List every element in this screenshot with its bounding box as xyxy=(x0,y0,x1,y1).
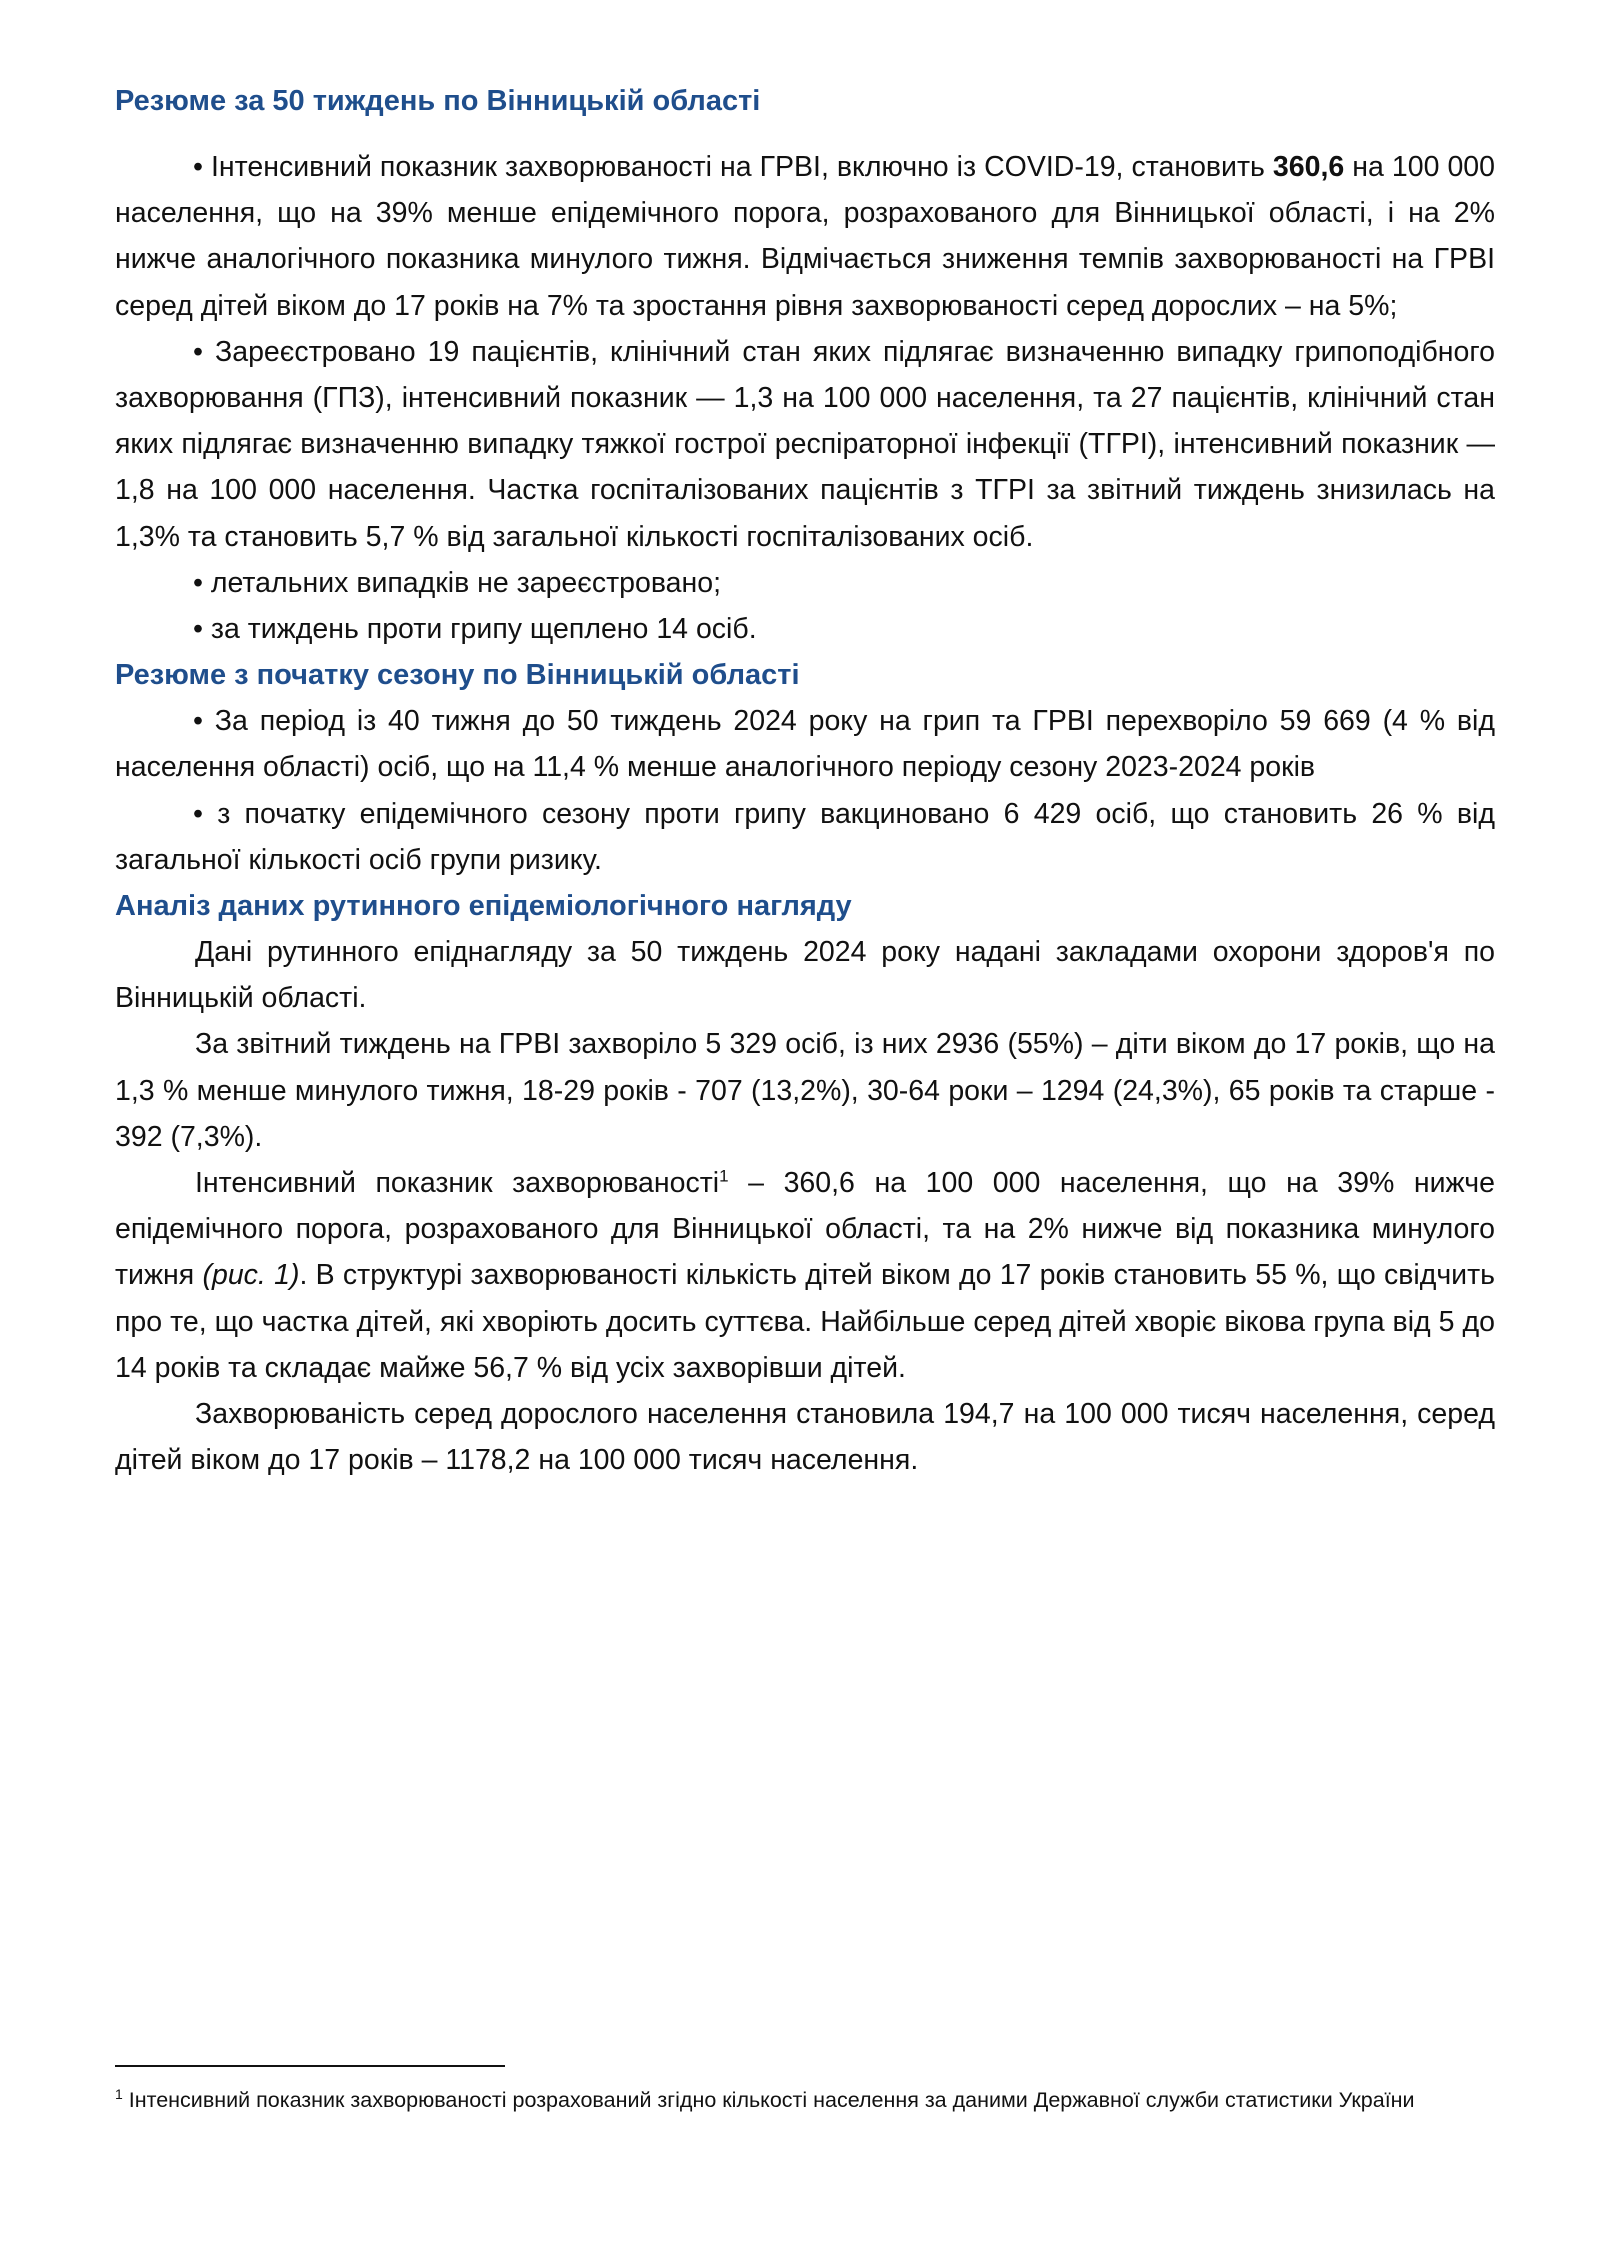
paragraph-weekly-cases: За звітний тиждень на ГРВІ захворіло 5 329 осіб, із них 2936 (55%) – діти віком до 17 років, що на 1,3 % менше минулого тижня, 18-29 років - 707 (13,2%), 30-64 роки – 1294 (24,3%), 65 років та старше - 392 (7,3%). xyxy=(115,1028,1495,1153)
footnote-separator xyxy=(115,2065,505,2067)
bullet-text: на 100 000 населення, що на 39% менше епідемічного порога, розрахованого для Вінницької області, і на 2% нижче аналогічного показника минулого тижня. Відмічається зниження темпів захворюваності на ГРВІ серед дітей віком до 17 років на 7% та зростання рівня захворюваності серед дорослих – на 5%; xyxy=(115,151,1495,322)
paragraph-data-source: Дані рутинного епіднагляду за 50 тиждень 2024 року надані закладами охорони здоров'я по Вінницькій області. xyxy=(115,936,1495,1015)
heading-season-summary: Резюме з початку сезону по Вінницькій області xyxy=(115,659,800,692)
figure-reference: (рис. 1) xyxy=(202,1259,300,1292)
document-page xyxy=(115,78,1495,1483)
heading-weekly-summary: Резюме за 50 тиждень по Вінницькій області xyxy=(115,85,761,117)
footnote-text: Інтенсивний показник захворюваності розрахований згідно кількості населення за даними Державної служби статистики України xyxy=(122,2088,1415,2112)
highlight-rate-value: 360,6 xyxy=(1272,151,1345,183)
paragraph-adult-child-rates: Захворюваність серед дорослого населення становила 194,7 на 100 000 тисяч населення, серед дітей віком до 17 років – 1178,2 на 100 000 тисяч населення. xyxy=(115,1398,1495,1477)
paragraph-text: . В структурі захворюваності кількість дітей віком до 17 років становить 55 %, що свідчить про те, що частка дітей, які хворіють досить суттєва. Найбільше серед дітей хворіє вікова група від 5 до 14 років та складає майже 56,7 % від усіх захворівши дітей. xyxy=(115,1259,1495,1384)
footnote-reference[interactable]: 1 xyxy=(719,1166,729,1186)
paragraph-intensive-rate xyxy=(115,1160,1495,1391)
summary-bullet-ili-rate xyxy=(115,144,1495,329)
paragraph-text: Інтенсивний показник захворюваності xyxy=(195,1167,720,1200)
bullet-text: • Інтенсивний показник захворюваності на ГРВІ, включно із COVID-19, становить xyxy=(193,151,1273,183)
season-bullet-cases: • За період із 40 тижня до 50 тиждень 2024 року на грип та ГРВІ перехворіло 59 669 (4 % від населення області) осіб, що на 11,4 % менше аналогічного періоду сезону 2023-2024 років xyxy=(115,705,1495,784)
heading-routine-surveillance: Аналіз даних рутинного епідеміологічного нагляду xyxy=(115,890,852,923)
summary-bullet-deaths: • летальних випадків не зареєстровано; xyxy=(193,566,722,599)
paragraph-text: – 360,6 на 100 000 населення, що на 39% нижче епідемічного порога, розрахованого для Вінницької області, та на 2% нижче від показника минулого тижня xyxy=(115,1167,1495,1292)
footnote xyxy=(115,2082,1495,2118)
season-bullet-vaccinated: • з початку епідемічного сезону проти грипу вакциновано 6 429 осіб, що становить 26 % від загальної кількості осіб групи ризику. xyxy=(115,797,1495,876)
summary-bullet-ili-sari: • Зареєстровано 19 пацієнтів, клінічний стан яких підлягає визначенню випадку грипоподібного захворювання (ГПЗ), інтенсивний показник — 1,3 на 100 000 населення, та 27 пацієнтів, клінічний стан яких підлягає визначенню випадку тяжкої гострої респіраторної інфекції (ТГРІ), інтенсивний показник — 1,8 на 100 000 населення. Частка госпіталізованих пацієнтів з ТГРІ за звітний тиждень знизилась на 1,3% та становить 5,7 % від загальної кількості госпіталізованих осіб. xyxy=(115,335,1495,553)
summary-bullet-vaccinated-week: • за тиждень проти грипу щеплено 14 осіб. xyxy=(193,613,757,646)
footnote-marker: 1 xyxy=(115,2085,123,2102)
